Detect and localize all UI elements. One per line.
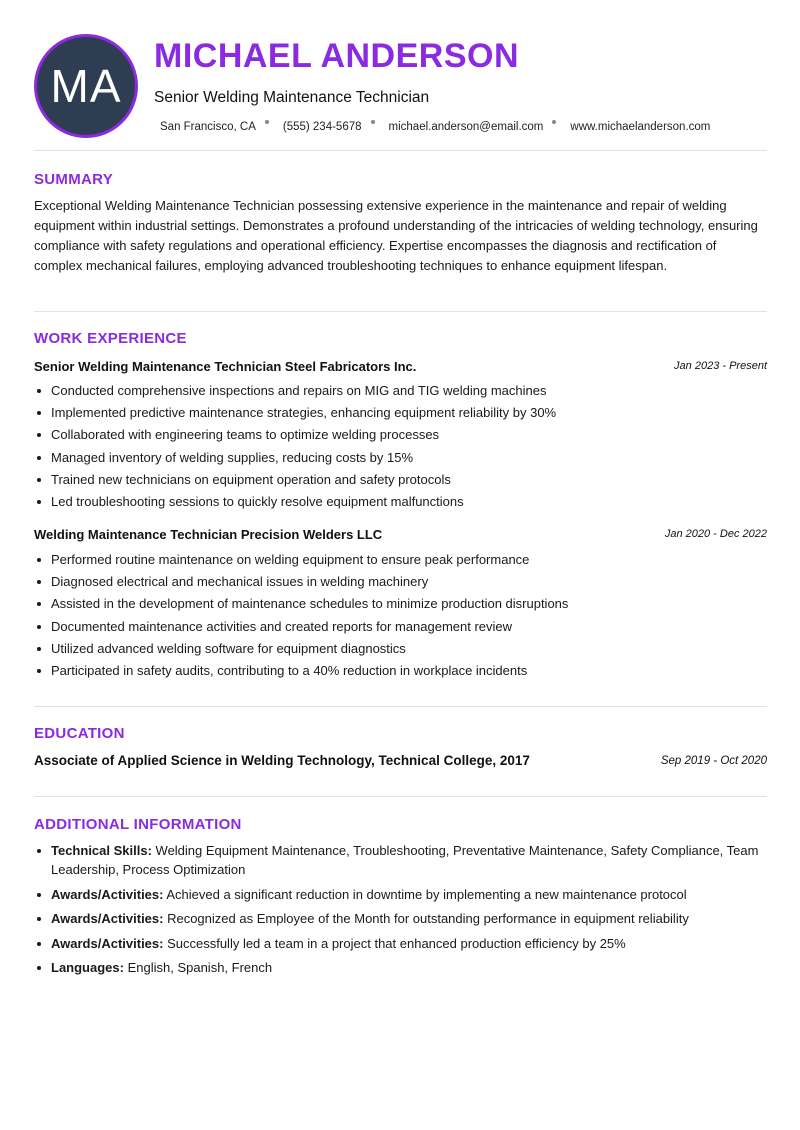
avatar-initials: MA bbox=[50, 60, 122, 112]
separator-dot bbox=[552, 120, 556, 124]
section-title-education: EDUCATION bbox=[34, 725, 125, 742]
separator-dot bbox=[265, 120, 269, 124]
contact-email[interactable]: michael.anderson@email.com bbox=[388, 121, 544, 133]
section-title-summary: SUMMARY bbox=[34, 171, 114, 188]
list-item: Assisted in the development of maintenance schedules to minimize production disruptions bbox=[34, 593, 767, 615]
list-item bbox=[34, 958, 767, 977]
candidate-name: MICHAEL ANDERSON bbox=[154, 37, 520, 75]
divider bbox=[34, 150, 767, 151]
list-item bbox=[34, 885, 767, 904]
separator-dot bbox=[371, 120, 375, 124]
divider bbox=[34, 796, 767, 797]
section-title-additional: ADDITIONAL INFORMATION bbox=[34, 816, 242, 833]
job-title: Welding Maintenance Technician Precision Welders LLC bbox=[34, 527, 383, 542]
list-item: Conducted comprehensive inspections and repairs on MIG and TIG welding machines bbox=[34, 380, 767, 402]
list-item bbox=[34, 934, 767, 953]
list-item: Documented maintenance activities and created reports for management review bbox=[34, 616, 767, 638]
divider bbox=[34, 311, 767, 312]
education-dates: Sep 2019 - Oct 2020 bbox=[660, 755, 767, 767]
resume-header bbox=[34, 34, 767, 138]
job-header bbox=[34, 527, 767, 545]
item-label: Technical Skills: bbox=[51, 843, 152, 858]
job-header bbox=[34, 359, 767, 377]
list-item: Collaborated with engineering teams to optimize welding processes bbox=[34, 424, 767, 446]
job-title: Senior Welding Maintenance Technician Steel Fabricators Inc. bbox=[34, 359, 417, 374]
candidate-role: Senior Welding Maintenance Technician bbox=[154, 89, 430, 106]
job-bullets bbox=[34, 380, 767, 513]
item-text: English, Spanish, French bbox=[123, 960, 273, 975]
contact-info bbox=[160, 121, 710, 133]
list-item: Led troubleshooting sessions to quickly resolve equipment malfunctions bbox=[34, 491, 767, 513]
list-item: Performed routine maintenance on welding equipment to ensure peak performance bbox=[34, 549, 767, 571]
list-item: Trained new technicians on equipment operation and safety protocols bbox=[34, 469, 767, 491]
contact-phone: (555) 234-5678 bbox=[282, 121, 362, 133]
section-title-experience: WORK EXPERIENCE bbox=[34, 330, 187, 347]
contact-website[interactable]: www.michaelanderson.com bbox=[570, 121, 711, 133]
item-label: Languages: bbox=[51, 960, 124, 975]
list-item: Diagnosed electrical and mechanical issues in welding machinery bbox=[34, 571, 767, 593]
education-entry bbox=[34, 753, 767, 773]
education-degree: Associate of Applied Science in Welding Technology, Technical College, 2017 bbox=[34, 753, 530, 768]
job-dates: Jan 2020 - Dec 2022 bbox=[664, 528, 767, 540]
job-bullets bbox=[34, 549, 767, 682]
list-item: Utilized advanced welding software for equipment diagnostics bbox=[34, 638, 767, 660]
item-text: Welding Equipment Maintenance, Troubleshooting, Preventative Maintenance, Safety Compliance, Team Leadership, Process Optimization bbox=[51, 843, 759, 877]
list-item: Implemented predictive maintenance strategies, enhancing equipment reliability by 30% bbox=[34, 402, 767, 424]
item-label: Awards/Activities: bbox=[51, 886, 164, 902]
item-text: Recognized as Employee of the Month for outstanding performance in equipment reliability bbox=[163, 911, 689, 926]
item-text: Achieved a significant reduction in downtime by implementing a new maintenance protocol bbox=[163, 886, 687, 902]
summary-text: Exceptional Welding Maintenance Technician possessing extensive experience in the maintenance and repair of welding equipment within industrial settings. Demonstrates a profound understanding of the intricacies of welding technology, ensuring compliance with safety regulations and operational efficiency. Expertise encompasses the diagnosis and rectification of complex mechanical failures, employing advanced troubleshooting techniques to enhance equipment lifespan. bbox=[34, 198, 758, 273]
list-item bbox=[34, 841, 767, 879]
item-text: Successfully led a team in a project that enhanced production efficiency by 25% bbox=[163, 935, 626, 951]
contact-location: San Francisco, CA bbox=[160, 121, 256, 133]
list-item: Managed inventory of welding supplies, reducing costs by 15% bbox=[34, 447, 767, 469]
list-item bbox=[34, 909, 767, 928]
avatar bbox=[34, 34, 138, 138]
divider bbox=[34, 706, 767, 707]
job-dates: Jan 2023 - Present bbox=[674, 360, 767, 372]
list-item: Participated in safety audits, contributing to a 40% reduction in workplace incidents bbox=[34, 660, 767, 682]
item-label: Awards/Activities: bbox=[51, 911, 164, 926]
item-label: Awards/Activities: bbox=[51, 935, 164, 951]
additional-list bbox=[34, 841, 767, 983]
